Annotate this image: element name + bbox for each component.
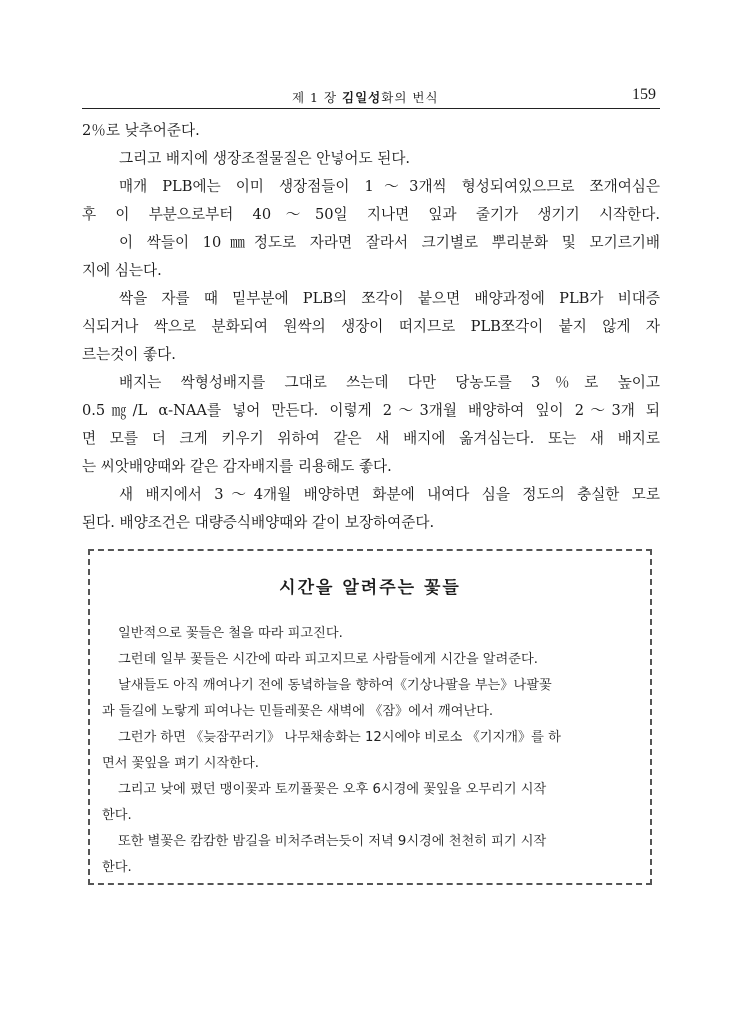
callout-line: 그런가 하면 《늦잠꾸러기》 나무채송화는 12시에야 비로소 《기지개》를 하 bbox=[118, 730, 561, 745]
callout-line: 한다. bbox=[102, 860, 132, 875]
page-header bbox=[82, 84, 660, 109]
body-line: 된다. 배양조건은 대량증식배양때와 같이 보장하여준다. bbox=[82, 514, 435, 531]
body-line: 배지는 싹형성배지를 그대로 쓰는데 다만 당농도를 3％로 높이고 bbox=[119, 374, 660, 391]
body-line: 매개 PLB에는 이미 생장점들이 1～3개씩 형성되여있으므로 쪼개여심은 bbox=[119, 178, 660, 195]
callout-line: 면서 꽃잎을 펴기 시작한다. bbox=[102, 756, 259, 771]
body-line: 지에 심는다. bbox=[82, 262, 162, 279]
body-line: 식되거나 싹으로 분화되여 원싹의 생장이 떠지므로 PLB쪼각이 붙지 않게 자 bbox=[82, 318, 660, 335]
body-line: 싹을 자를 때 밑부분에 PLB의 쪼각이 붙으면 배양과정에 PLB가 비대증 bbox=[119, 290, 660, 307]
chapter-name: 김일성 bbox=[342, 90, 382, 105]
body-line: 그리고 배지에 생장조절물질은 안넣어도 된다. bbox=[119, 150, 411, 167]
callout-line: 한다. bbox=[102, 808, 132, 823]
body-line: 0.5㎎/L α-NAA를 넣어 만든다. 이렇게 2～3개월 배양하여 잎이 2～3개 되 bbox=[82, 402, 660, 419]
callout-body bbox=[102, 621, 642, 881]
body-line: 이 싹들이 10㎜정도로 자라면 잘라서 크기별로 뿌리분화 및 모기르기배 bbox=[119, 234, 660, 251]
body-line: 면 모를 더 크게 키우기 위하여 같은 새 배지에 옮겨심는다. 또는 새 배지로 bbox=[82, 430, 660, 447]
body-line: 2％로 낮추어준다. bbox=[82, 122, 200, 139]
callout-line: 그런데 일부 꽃들은 시간에 따라 피고지므로 사람들에게 시간을 알려준다. bbox=[118, 652, 538, 667]
callout-line: 또한 별꽃은 캄캄한 밤길을 비처주려는듯이 저녁 9시경에 천천히 피기 시작 bbox=[118, 834, 547, 849]
body-text bbox=[82, 117, 660, 537]
chapter-prefix: 제 1 장 bbox=[292, 90, 343, 105]
body-line: 는 씨앗배양때와 같은 감자배지를 리용해도 좋다. bbox=[82, 458, 392, 475]
chapter-suffix: 화의 번식 bbox=[381, 90, 439, 105]
callout-line: 그리고 낮에 폈던 맹이꽃과 토끼풀꽃은 오후 6시경에 꽃잎을 오무리기 시작 bbox=[118, 782, 547, 797]
callout-box bbox=[88, 549, 652, 885]
body-line: 르는것이 좋다. bbox=[82, 346, 176, 363]
body-line: 후 이 부분으로부터 40～50일 지나면 잎과 줄기가 생기기 시작한다. bbox=[82, 206, 660, 223]
page-number: 159 bbox=[632, 86, 656, 103]
callout-line: 과 들길에 노랗게 피여나는 민들레꽃은 새벽에 《잠》에서 깨여난다. bbox=[102, 704, 494, 719]
running-head bbox=[292, 88, 439, 106]
body-line: 새 배지에서 3～4개월 배양하면 화분에 내여다 심을 정도의 충실한 모로 bbox=[119, 486, 660, 503]
callout-line: 일반적으로 꽃들은 철을 따라 피고진다. bbox=[118, 626, 343, 641]
callout-title: 시간을 알려주는 꽃들 bbox=[279, 578, 461, 598]
callout-line: 날새들도 아직 깨여나기 전에 동녘하늘을 향하여《기상나팔을 부는》나팔꽃 bbox=[118, 678, 552, 693]
